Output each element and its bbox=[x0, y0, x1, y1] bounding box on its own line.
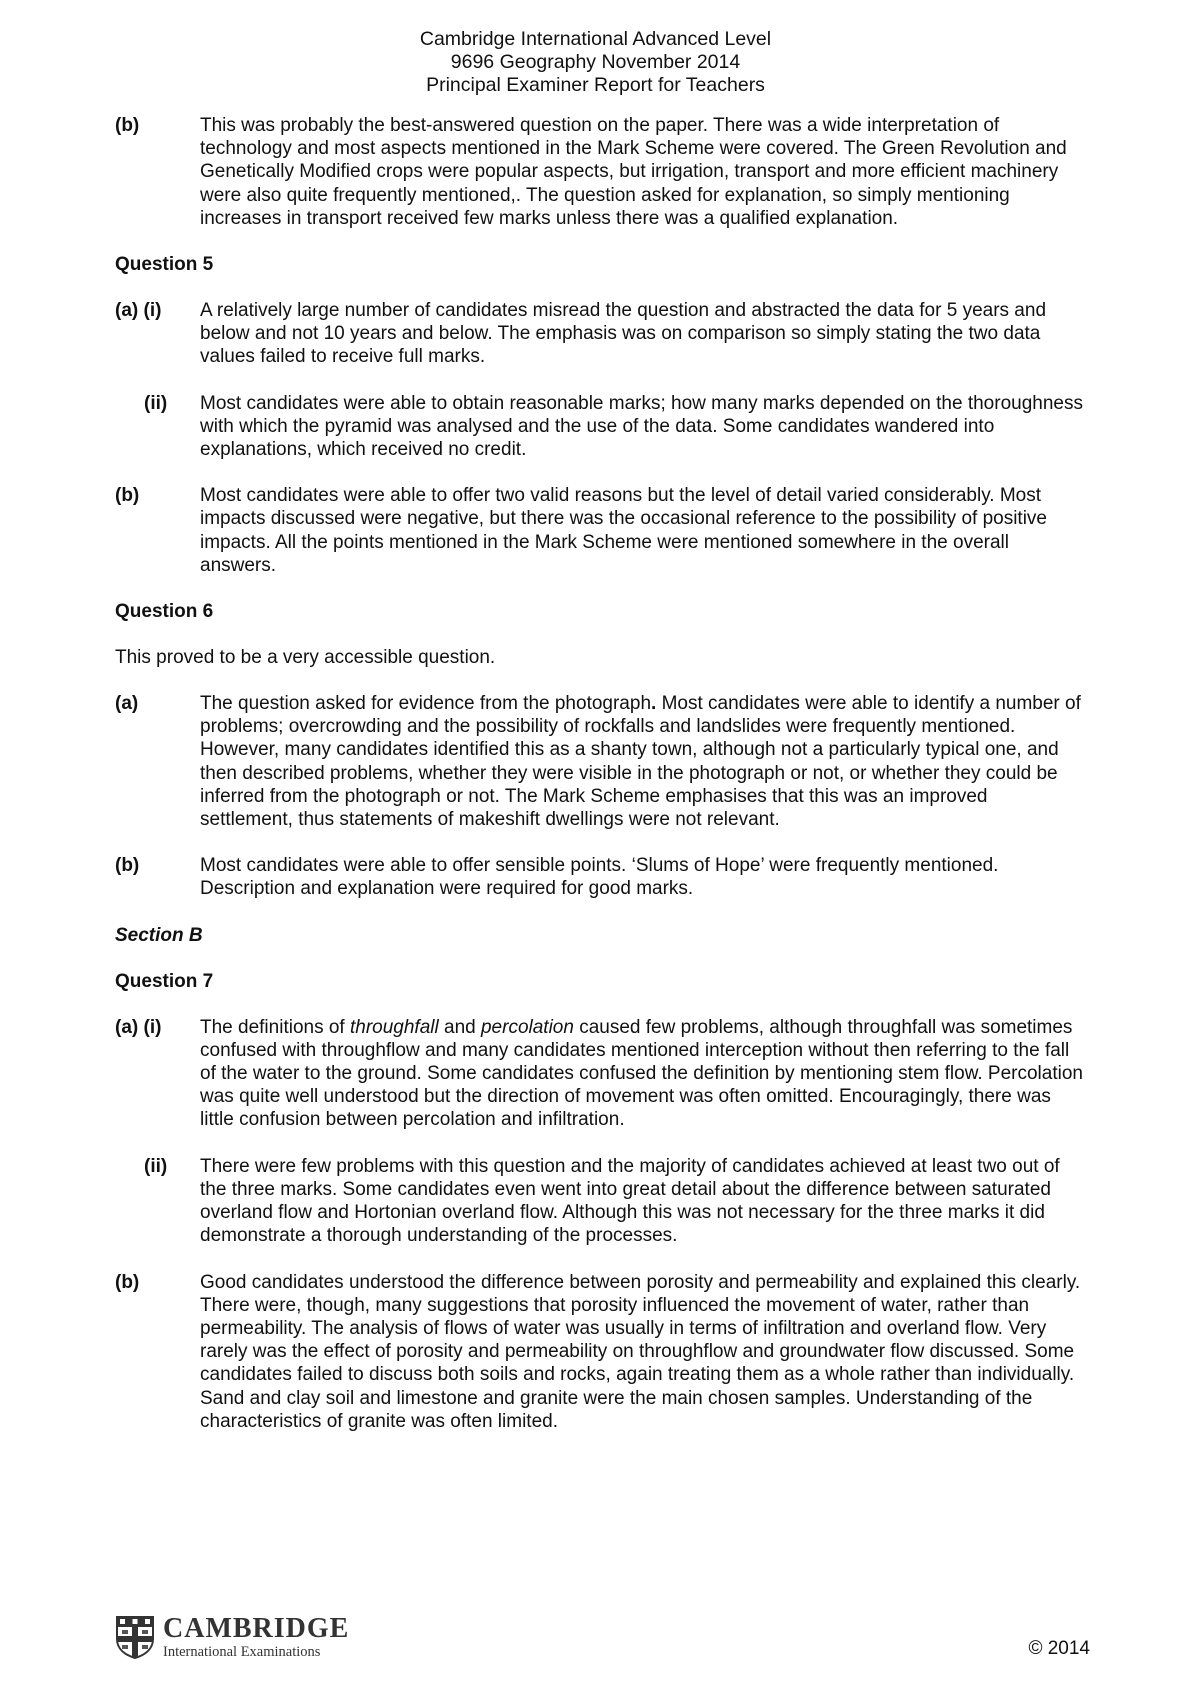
q7-b-paragraph bbox=[115, 1271, 1085, 1433]
part-text: A relatively large number of candidates misread the question and abstracted the data for 5 years and below and not 10 years and below. The emphasis was on comparison so simply stating the two data values failed to receive full marks. bbox=[200, 300, 1047, 368]
question-6-heading: Question 6 bbox=[115, 601, 214, 623]
part-text bbox=[200, 1016, 1085, 1132]
q4b-paragraph bbox=[115, 114, 1085, 230]
q7-aii-paragraph bbox=[115, 1155, 1085, 1248]
q6-a-paragraph bbox=[115, 692, 1085, 831]
part-text: There were few problems with this question and the majority of candidates achieved at least two out of the three marks. Some candidates even went into great detail about the difference between saturated overland flow and Hortonian overland flow. Although this was not necessary for the three marks it did demonstrate a thorough understanding of the processes. bbox=[200, 1155, 1060, 1247]
q7-ai-paragraph bbox=[115, 1016, 1085, 1132]
part-text: Most candidates were able to offer sensible points. ‘Slums of Hope’ were frequently mentioned. Description and explanation were required for good marks. bbox=[200, 855, 999, 900]
part-text-1: The question asked for evidence from the photograph bbox=[200, 693, 652, 715]
q6-intro: This proved to be a very accessible question. bbox=[115, 647, 496, 669]
logo-wordmark: CAMBRIDGE bbox=[163, 1613, 350, 1644]
term-throughfall: throughfall bbox=[349, 1016, 439, 1038]
bold-period: . bbox=[651, 693, 657, 715]
q5-b-paragraph bbox=[115, 484, 1085, 577]
part-label: (b) bbox=[115, 1271, 140, 1293]
part-label: (b) bbox=[115, 485, 140, 507]
part-text bbox=[200, 692, 1085, 831]
cambridge-logo bbox=[115, 1613, 355, 1661]
part-label: (b) bbox=[115, 115, 140, 136]
term-percolation: percolation bbox=[480, 1016, 574, 1038]
q5-aii-paragraph bbox=[115, 392, 1085, 462]
part-label: (b) bbox=[115, 855, 140, 877]
part-text: Good candidates understood the difference between porosity and permeability and explained this clearly. There were, though, many suggestions that porosity influenced the movement of water, rather than permeability. The analysis of flows of water was usually in terms of infiltration and overland flow. Very rarely was the effect of porosity and permeability on throughflow and groundwater flow discussed. Some candidates failed to discuss both soils and rocks, again treating them as a whole rather than individually. Sand and clay soil and limestone and granite were the main chosen samples. Understanding of the characteristics of granite was often limited. bbox=[200, 1271, 1081, 1432]
part-label: (ii) bbox=[144, 392, 168, 414]
text-segment: caused few problems, although throughfall was sometimes confused with throughflow and many candidates mentioned interception without then referring to the fall of the water to the ground. Some candidates confused the definition by mentioning stem flow. Percolation was quite well understood but the direction of movement was often omitted. Encouragingly, there was little confusion between percolation and infiltration. bbox=[200, 1016, 1083, 1131]
page-header bbox=[0, 28, 1191, 97]
part-text-2: Most candidates were able to identify a number of problems; overcrowding and the possibility of rockfalls and landslides were frequently mentioned. However, many candidates identified this as a shanty town, although not a particularly typical one, and then described problems, whether they were visible in the photograph or not, or whether they could be inferred from the photograph or not. The Mark Scheme emphasises that this was an improved settlement, thus statements of makeshift dwellings were not relevant. bbox=[200, 693, 1081, 831]
header-report-title: Principal Examiner Report for Teachers bbox=[426, 74, 765, 96]
header-paper: 9696 Geography November 2014 bbox=[450, 51, 741, 73]
logo-subtitle: International Examinations bbox=[163, 1644, 321, 1660]
q6-b-paragraph bbox=[115, 854, 1085, 900]
text-segment: and bbox=[438, 1016, 481, 1038]
part-text: Most candidates were able to obtain reasonable marks; how many marks depended on the thoroughness with which the pyramid was analysed and the use of the data. Some candidates wandered into explanations, which received no credit. bbox=[200, 392, 1083, 461]
report-body bbox=[115, 114, 1085, 1456]
copyright-notice: © 2014 bbox=[1028, 1638, 1090, 1659]
section-b-heading: Section B bbox=[115, 924, 203, 946]
part-text: Most candidates were able to offer two valid reasons but the level of detail varied considerably. Most impacts discussed were negative, but there was the occasional reference to the possibility of positive impacts. All the points mentioned in the Mark Scheme were mentioned somewhere in the overall answers. bbox=[200, 485, 1048, 576]
question-7-heading: Question 7 bbox=[115, 970, 214, 992]
part-text: This was probably the best-answered question on the paper. There was a wide interpretation of technology and most aspects mentioned in the Mark Scheme were covered. The Green Revolution and Genetically Modified crops were popular aspects, but irrigation, transport and more efficient machinery were also quite frequently mentioned,. The question asked for explanation, so simply mentioning increases in transport received few marks unless there was a qualified explanation. bbox=[200, 115, 1067, 229]
crest-icon bbox=[115, 1615, 155, 1659]
part-label: (ii) bbox=[144, 1155, 168, 1177]
question-5-heading: Question 5 bbox=[115, 254, 214, 276]
text-segment: The definitions of bbox=[200, 1016, 350, 1038]
q5-ai-paragraph bbox=[115, 299, 1085, 369]
part-label: (a) (i) bbox=[115, 300, 162, 322]
part-label: (a) (i) bbox=[115, 1016, 162, 1038]
header-exam-level: Cambridge International Advanced Level bbox=[419, 28, 772, 50]
part-label: (a) bbox=[115, 693, 139, 715]
